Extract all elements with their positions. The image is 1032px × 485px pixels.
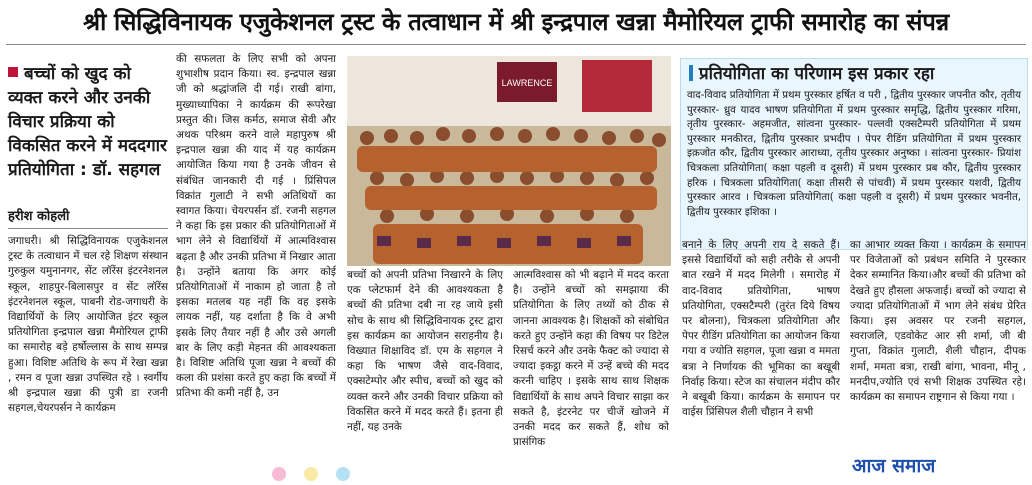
article-headline: श्री सिद्धिविनायक एजुकेशनल ट्रस्ट के तत्वाधान में श्री इन्द्रपाल खन्ना मैमोरियल ट्राफी समारोह का संपन्न xyxy=(83,8,949,36)
article-subheading xyxy=(8,62,168,182)
results-text: वाद-विवाद प्रतियोगिता में प्रथम पुरस्कार हर्षित व परी , द्वितीय पुरस्कार जपनीत कौर, तृतीय पुरस्कार- ध्रुव यादव भाषण प्रतियोगिता में प्रथम पुरस्कार समृद्धि, द्वितीय पुरस्कार गरिमा, तृतीय पुरस्कार- अहमजीत, सांत्वना पुरस्कार- पल्लवी एक्सटैम्परी प्रतियोगिता में प्रथम पुरस्कार मनकीरत, द्वितीय पुरस्कार प्रभदीप । पेपर रीडिंग प्रतियोगिता में प्रथम पुरस्कार इक़जोत कौर, द्वितीय पुरस्कार आराध्या, तृतीय पुरस्कार अनुष्का । सांत्वना पुरस्कार- प्रियांश चित्रकला प्रतियोगिता( कक्षा पहली व दूसरी) में प्रथम पुरस्कार प्रब कौर, द्वितीय पुरस्कार हरिक । चित्रकला प्रतियोगिता( कक्षा तीसरी से पांचवी) में प्रथम पुरस्कार यशवी, द्वितीय पुरस्कार आरव । चित्रकला प्रतियोगिता( कक्षा पहली व दूसरी) में प्रथम पुरस्कार भवनीत, द्वितीय पुरस्कार इशिका । xyxy=(687,90,1021,218)
print-registration-dots xyxy=(272,466,368,485)
article-column-2: की सफलता के लिए सभी को अपना शुभाशीष प्रदान किया। स्व. इन्द्रपाल खन्ना जी को श्रद्धांजलि दी गई। राखी बांगा, मुख्याध्यापिका ने कार्यक्रम की रूपरेखा प्रस्तुत की। जिस कर्मठ, समाज सेवी और अथक परिश्रम करने वाले महापुरुष श्री इन्द्रपाल खन्ना की याद में यह कार्यक्रम आयोजित किया गया है उनके जीवन से संबंधित जानकारी दी गई । प्रिंसिपल विक्रांत गुलाटी ने सभी अतिथियों का स्वागत किया। चेयरपर्सन डॉ. रजनी सहगल ने कहा कि इस प्रकार की प्रतियोगिताओं में भाग लेने से विद्यार्थियों में आत्मविश्वास बढ़ता है और उनकी प्रतिभा में निखार आता है। उन्होंने बताया कि अगर कोई प्रतियोगिताओं में नाकाम हो जाता है तो इसका मतलब यह नहीं कि वह इसके लायक नहीं, यह दर्शाता है कि वे अभी इसके लिए तैयार नहीं है और उसे अगली बार के लिए कड़ी मेहनत की आवश्यकता है। विशिष्ट अतिथि पूजा खन्ना ने बच्चों की कला की प्रशंसा करते हुए कहा कि बच्चों में प्रतिभा की कमी नहीं है, उन xyxy=(176,53,336,400)
article-column-1: जगाधरी। श्री सिद्धिविनायक एजुकेशनल ट्रस्ट के तत्वाधान में चल रहे शिक्षण संस्थान गुरुकुल यमुनानगर, सेंट लॉरेंस इंटरनेशनल स्कूल, शाहपुर-बिलासपुर व सेंट लॉरेंस इंटरनेशनल स्कूल, पाबनी रोड-जगाधरी के विद्यार्थियों के लिए आयोजित इंटर स्कूल प्रतियोगिता इन्द्रपाल खन्ना मैमोरियल ट्राफी का समारोह बड़े हर्षोल्लास के साथ सम्पन्न हुआ। विशिष्ट अतिथि के रूप में रेखा खन्ना , रमन व पूजा खन्ना उपस्थित रहे । स्वर्गीय श्री इन्द्रपाल खन्ना की पुत्री डा रजनी सहगल,चेयरपर्सन ने कार्यक्रम xyxy=(8,235,168,415)
subheading-text: बच्चों को खुद को व्यक्त करने और उनकी विचार प्रक्रिया को विकसित करने में मददगार प्रतियोगिता : डॉ. सहगल xyxy=(8,64,168,180)
title-bar-icon xyxy=(689,65,693,81)
headline-divider xyxy=(6,44,1026,45)
article-column-6: का आभार व्यक्त किया । कार्यक्रम के समापन पर विजेताओं को प्रबंधन समिति ने पुरस्कार देकर सम्मानित किया।और बच्चों की प्रतिभा को देखते हुए हौसला अफजाई। बच्चों को ज्यादा से ज्यादा प्रतियोगिताओं में भाग लेने संबंध प्रेरित किया। इस अवसर पर रजनी सहगल, स्वराजलि, एडवोकेट आर सी शर्मा, जी बी गुप्ता, विक्रांत गुलाटी, शैली चौहान, दीपक शर्मा, ममता बत्रा, राखी बांगा, भावना, मीनू , मनदीप,ज्योति एवं सभी शिक्षक उपस्थित रहे। कार्यक्रम का समापन राष्ट्रगान से किया गया । xyxy=(850,239,1026,404)
event-photo xyxy=(347,56,671,266)
byline-divider xyxy=(8,228,168,229)
article-column-5: बनाने के लिए अपनी राय दे सकते हैं। इससे विद्यार्थियों को सही तरीके से अपनी बात रखने में मदद मिलेगी । समारोह में वाद-विवाद प्रतियोगिता, भाषण प्रतियोगिता, एक्सटैम्परी (तुरंत दिये विषय पर बोलना), चित्रकला प्रतियोगिता और पेपर रीडिंग प्रतियोगिता का आयोजन किया गया व ज्योति सहगल, पूजा खन्ना व ममता बत्रा ने निर्णायक की भूमिका का बखूबी निर्वाह किया। स्टेज का संचालन मंदीप कौर ने बखूबी किया। कार्यक्रम के समापन पर वाईस प्रिंसिपल शैली चौहान ने सभी xyxy=(682,239,840,419)
article-column-3: बच्चों को अपनी प्रतिभा निखारने के लिए एक प्लेटफार्म देने की आवश्यकता है बच्चों की प्रतिभा दबी ना रह जाये इसी सोच के साथ श्री सिद्धिविनायक ट्रस्ट द्वारा इस कार्यक्रम का आयोजन सराहनीय है। विख्यात शिक्षाविद डॉ. एम के सहगल ने कहा कि भाषण जैसे वाद-विवाद, एक्सटेम्पोर और स्पीच, बच्चों को खुद को व्यक्त करने और उनकी विचार प्रक्रिया को विकसित करने में मदद करते हैं। इतना ही नहीं, यह उनके xyxy=(347,269,503,434)
results-title xyxy=(689,61,934,84)
article-column-4: आत्मविश्वास को भी बढ़ाने में मदद करता है। उन्होंने बच्चों को समझाया की प्रतियोगिता के लिए तथ्यों को ठीक से जानना आवश्यक है। शिक्षकों को संबोधित करते हुए उन्होंने कहा की विषय पर डिटेल रिसर्च करने और उनके फैक्ट को ज्यादा से ज्यादा इकट्ठा करने में उन्हें बच्चे की मदद करनी चाहिए । इसके साथ साथ शिक्षक विद्यार्थियों के साथ अपने विचार साझा कर सकते है, इंटरनेट पर चीजें खोजने में उनकी मदद कर सकते हैं, शोध को प्रासंगिक xyxy=(513,269,669,449)
author-byline: हरीश कोहली xyxy=(8,209,70,224)
square-bullet-icon xyxy=(8,67,18,77)
group-photo-image xyxy=(347,56,671,266)
results-box xyxy=(680,58,1028,250)
results-title-text: प्रतियोगिता का परिणाम इस प्रकार रहा xyxy=(699,64,935,84)
newspaper-logo: आज समाज xyxy=(852,455,936,477)
banner-text: LAWRENCE xyxy=(501,78,553,88)
